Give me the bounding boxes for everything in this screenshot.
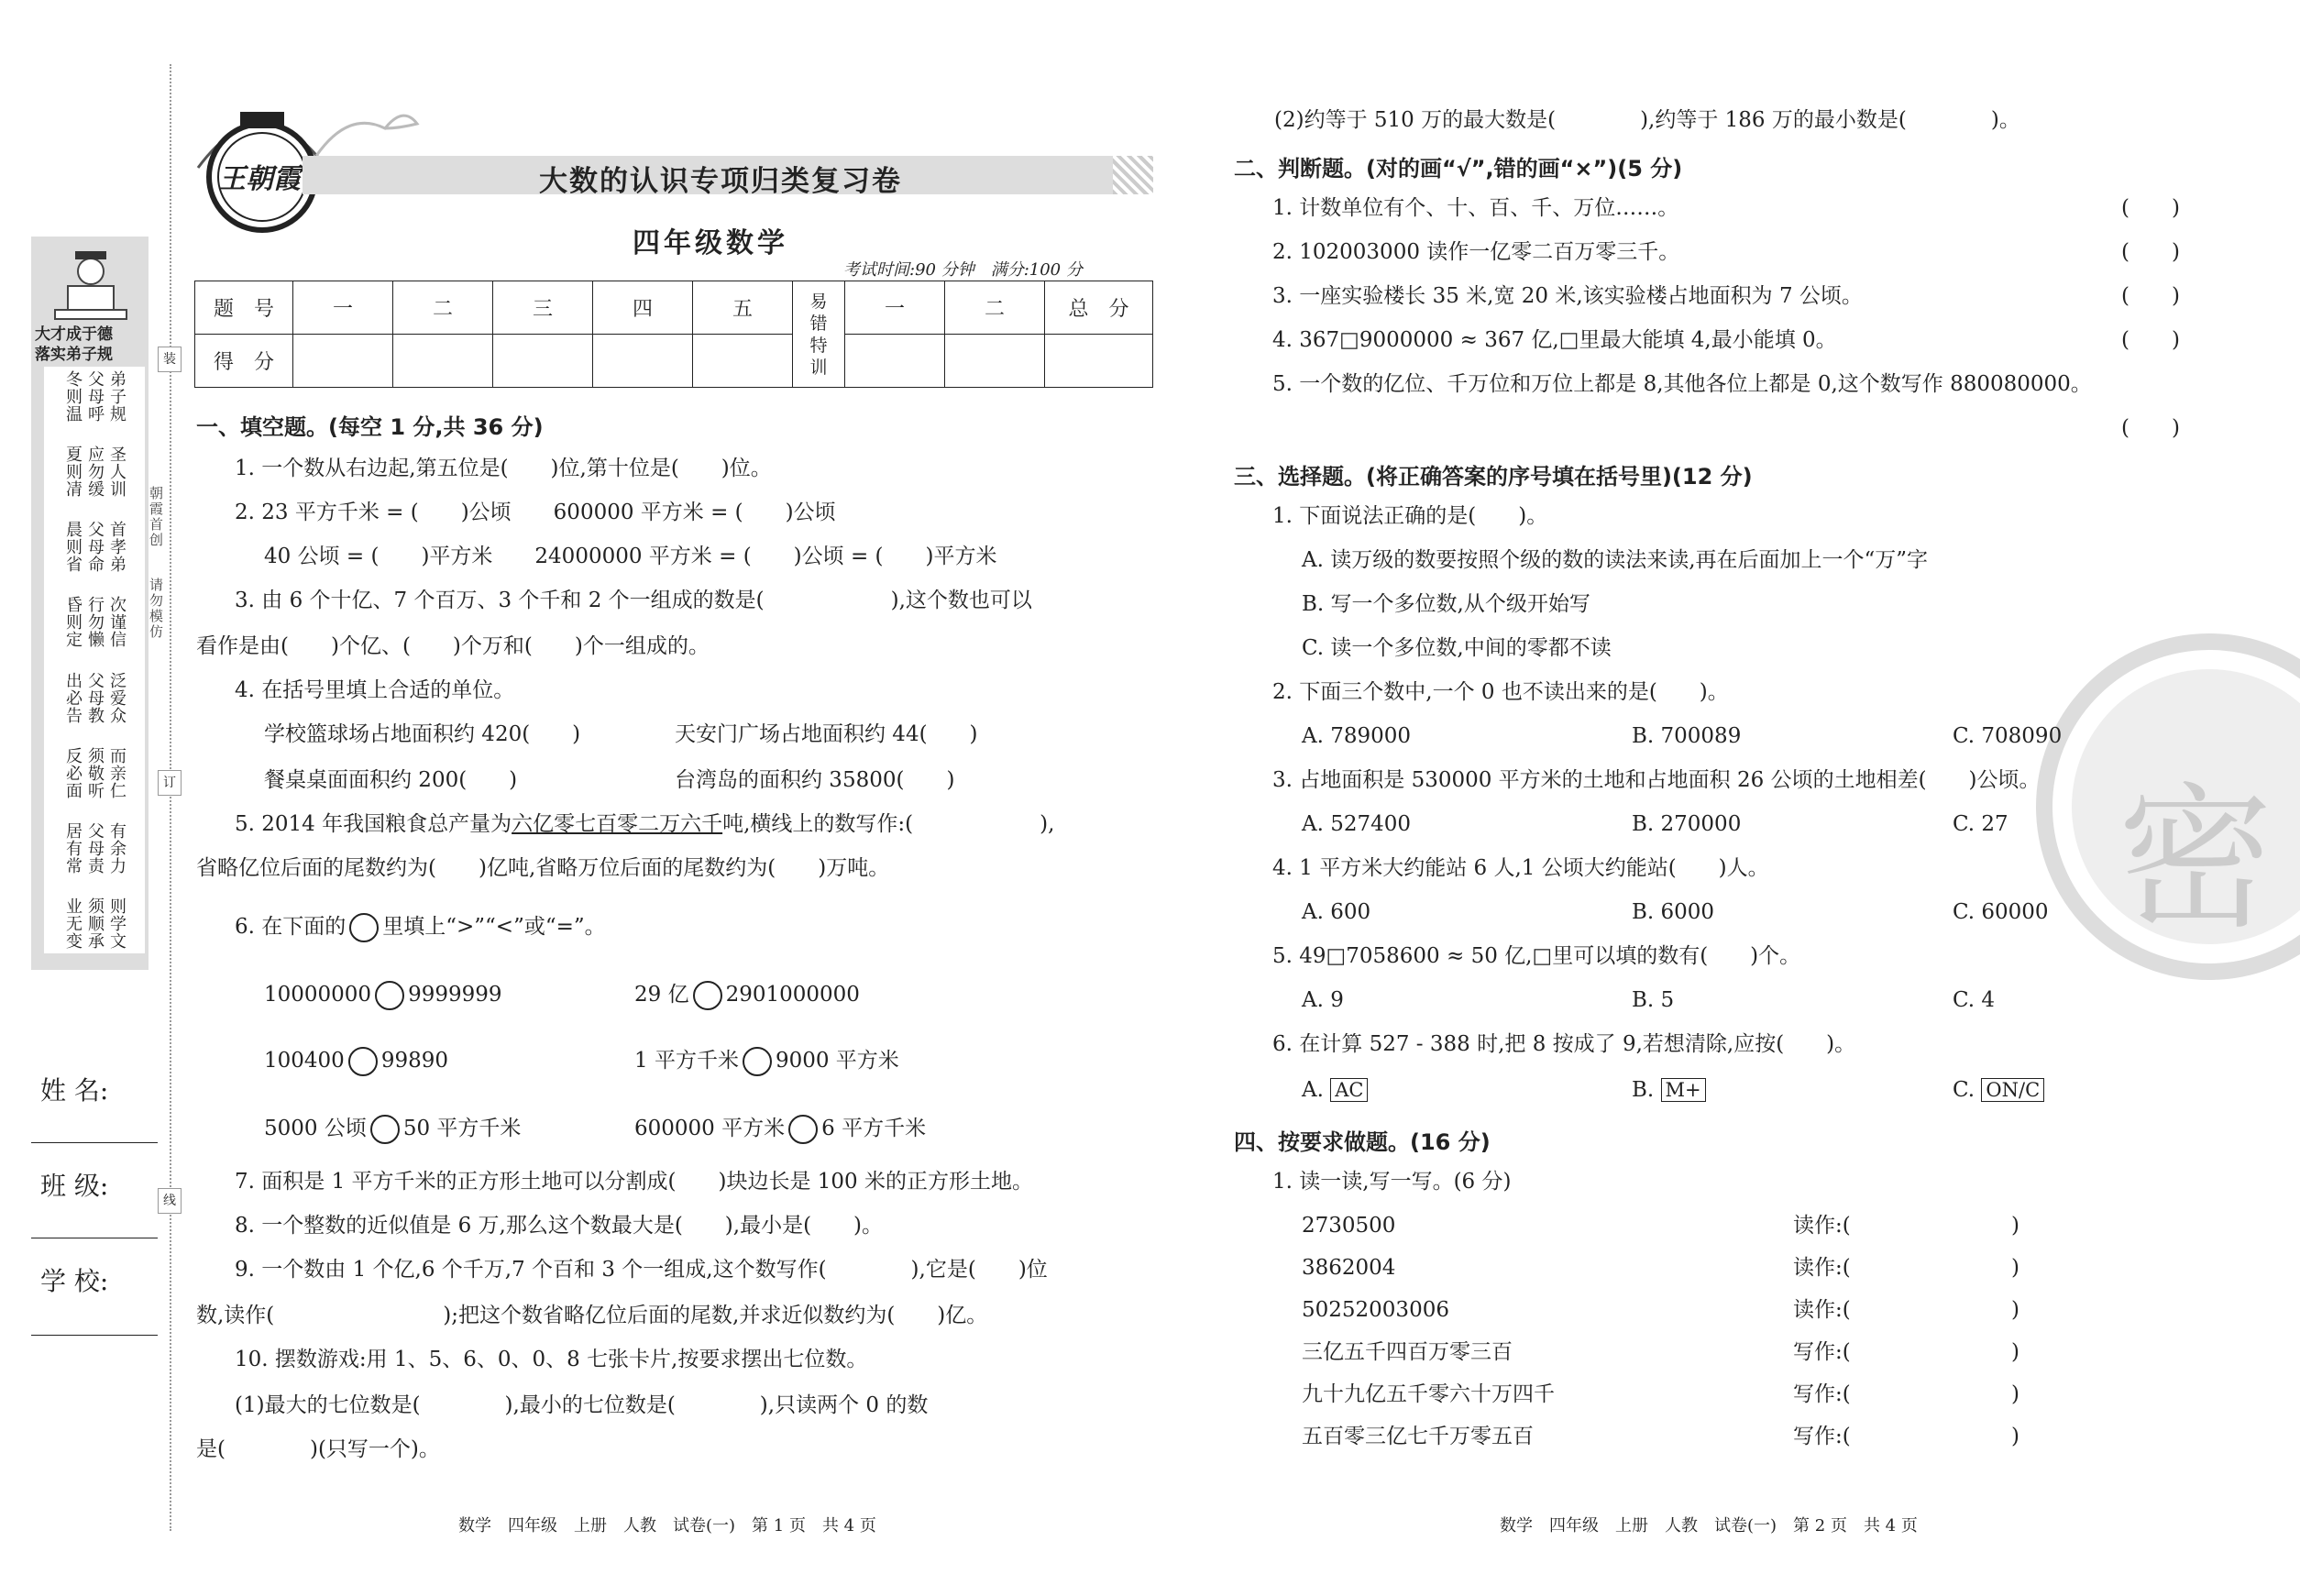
verse: 反必面 bbox=[63, 746, 83, 799]
verse: 泛爱众 bbox=[107, 671, 127, 724]
rw-close: ) bbox=[2011, 1256, 2019, 1280]
question-line: 5. 49□7058600 ≈ 50 亿,□里可以填的数有( )个。 bbox=[1272, 944, 1801, 968]
text-fragment: 29 亿 bbox=[634, 983, 689, 1007]
rw-close: ) bbox=[2011, 1214, 2019, 1238]
rw-close: ) bbox=[2011, 1382, 2019, 1406]
text-fragment: 5. 2014 年我国粮食总产量为 bbox=[235, 812, 512, 836]
rw-label: 写作:( bbox=[1793, 1382, 1851, 1406]
question-line: 1. 下面说法正确的是( )。 bbox=[1272, 504, 1548, 528]
question-line bbox=[235, 810, 1054, 838]
judge-item: 3. 一座实验楼长 35 米,宽 20 米,该实验楼占地面积为 7 公顷。 bbox=[1272, 284, 1863, 308]
page-footer: 数学 四年级 上册 人教 试卷(一) 第 2 页 共 4 页 bbox=[1500, 1516, 1918, 1535]
verse-row bbox=[44, 897, 145, 950]
special-label: 易错特训 bbox=[809, 291, 828, 378]
copyright-note: 请勿模仿 bbox=[148, 578, 164, 640]
score-cell[interactable] bbox=[693, 335, 793, 388]
verse-row bbox=[44, 521, 145, 573]
judge-item: 5. 一个数的亿位、千万位和万位上都是 8,其他各位上都是 0,这个数写作 880080000。 bbox=[1272, 372, 2092, 396]
text-fragment: 吨,横线上的数写作:( ), bbox=[722, 812, 1055, 836]
calculator-key-ac: AC bbox=[1330, 1078, 1368, 1102]
verse-row bbox=[44, 370, 145, 423]
question-line: 40 公顷 = ( )平方米 24000000 平方米 = ( )公顷 = ( )平方米 bbox=[264, 545, 997, 568]
text-fragment: 5000 公顷 bbox=[264, 1117, 367, 1140]
binding-dotted-line bbox=[170, 64, 171, 1531]
rw-item: 三亿五千四百万零三百 bbox=[1302, 1340, 1513, 1364]
score-cell[interactable] bbox=[393, 335, 493, 388]
judge-item: 2. 102003000 读作一亿零二百万零三千。 bbox=[1272, 240, 1680, 264]
question-line: 1. 一个数从右边起,第五位是( )位,第十位是( )位。 bbox=[235, 457, 772, 480]
table-header-cell: 三 bbox=[493, 281, 593, 335]
verse: 父母呼 bbox=[85, 370, 105, 423]
calculator-key-mplus: M+ bbox=[1661, 1078, 1706, 1102]
score-cell[interactable] bbox=[493, 335, 593, 388]
option: A. 9 bbox=[1302, 988, 1344, 1012]
rw-close: ) bbox=[2011, 1425, 2019, 1448]
table-header-cell: 二 bbox=[393, 281, 493, 335]
text-fragment: 99890 bbox=[380, 1049, 448, 1073]
section-heading: 二、判断题。(对的画“√”,错的画“×”)(5 分) bbox=[1234, 156, 1683, 182]
score-cell[interactable] bbox=[845, 335, 945, 388]
option bbox=[1302, 1076, 1368, 1104]
option-label: A. bbox=[1302, 1078, 1324, 1102]
verse: 父母教 bbox=[85, 671, 105, 724]
score-cell[interactable] bbox=[945, 335, 1045, 388]
verse: 父母责 bbox=[85, 821, 105, 875]
answer-paren[interactable]: ( ) bbox=[2121, 416, 2180, 440]
answer-paren[interactable]: ( ) bbox=[2121, 196, 2180, 220]
sidebar-motto-line: 大才成于德 bbox=[35, 325, 113, 344]
text-fragment: 9999999 bbox=[408, 983, 502, 1007]
table-header-cell: 得 分 bbox=[195, 335, 293, 388]
rw-item: 3862004 bbox=[1302, 1256, 1396, 1280]
compare-item bbox=[264, 1047, 448, 1076]
option: C. 4 bbox=[1953, 988, 1996, 1012]
verse: 出必告 bbox=[63, 671, 83, 724]
answer-paren[interactable]: ( ) bbox=[2121, 284, 2180, 308]
question-line: 省略亿位后面的尾数约为( )亿吨,省略万位后面的尾数约为( )万吨。 bbox=[196, 856, 890, 880]
judge-item: 4. 367□9000000 ≈ 367 亿,□里最大能填 4,最小能填 0。 bbox=[1272, 328, 1837, 352]
rw-close: ) bbox=[2011, 1298, 2019, 1322]
verse: 须敬听 bbox=[85, 746, 105, 799]
text-fragment: 里填上“>”“<”或“=”。 bbox=[382, 915, 606, 939]
rw-item: 九十九亿五千零六十万四千 bbox=[1302, 1382, 1555, 1406]
option: C. 读一个多位数,中间的零都不读 bbox=[1302, 636, 1612, 660]
question-line: 是( )(只写一个)。 bbox=[196, 1437, 440, 1461]
table-header-cell: 二 bbox=[945, 281, 1045, 335]
table-header-cell: 五 bbox=[693, 281, 793, 335]
sidebar-verses bbox=[44, 367, 145, 953]
name-field[interactable] bbox=[31, 1142, 158, 1143]
question-line: 10. 摆数游戏:用 1、5、6、0、0、8 七张卡片,按要求摆出七位数。 bbox=[235, 1348, 868, 1371]
option: C. 60000 bbox=[1953, 900, 2049, 924]
compare-circle[interactable] bbox=[743, 1047, 772, 1076]
question-line: 3. 占地面积是 530000 平方米的土地和占地面积 26 公顷的土地相差( )公顷。 bbox=[1272, 768, 2041, 792]
option: B. 6000 bbox=[1632, 900, 1715, 924]
rw-label: 写作:( bbox=[1793, 1425, 1851, 1448]
text-fragment: 1 平方千米 bbox=[634, 1049, 739, 1073]
rw-item: 2730500 bbox=[1302, 1214, 1396, 1238]
score-cell[interactable] bbox=[1045, 335, 1153, 388]
question-line: 台湾岛的面积约 35800( ) bbox=[675, 768, 955, 792]
score-cell[interactable] bbox=[593, 335, 693, 388]
school-field[interactable] bbox=[31, 1335, 158, 1336]
question-line: 2. 23 平方千米 = ( )公顷 600000 平方米 = ( )公顷 bbox=[235, 501, 836, 524]
compare-circle-icon bbox=[349, 913, 379, 942]
verse-row bbox=[44, 747, 145, 799]
question-line: 6. 在计算 527 - 388 时,把 8 按成了 9,若想清除,应按( )。 bbox=[1272, 1032, 1856, 1056]
rw-label: 写作:( bbox=[1793, 1340, 1851, 1364]
option-label: C. bbox=[1953, 1078, 1975, 1102]
exam-info: 考试时间:90 分钟 满分:100 分 bbox=[843, 260, 1083, 280]
score-table bbox=[194, 281, 1153, 388]
stamp-text: 密 bbox=[2118, 769, 2274, 951]
answer-paren[interactable]: ( ) bbox=[2121, 328, 2180, 352]
option: B. 270000 bbox=[1632, 812, 1742, 836]
compare-circle[interactable] bbox=[348, 1047, 378, 1076]
text-fragment: 6. 在下面的 bbox=[235, 915, 347, 939]
compare-circle[interactable] bbox=[375, 981, 404, 1010]
verse-row bbox=[44, 596, 145, 648]
text-fragment: 600000 平方米 bbox=[634, 1117, 786, 1140]
verse: 应勿缓 bbox=[85, 446, 105, 499]
binding-tag: 订 bbox=[158, 770, 182, 796]
copyright-note: 朝霞首创 bbox=[148, 486, 164, 548]
question-line: 7. 面积是 1 平方千米的正方形土地可以分割成( )块边长是 100 米的正方形土地。 bbox=[235, 1170, 1033, 1194]
question-line: 看作是由( )个亿、( )个万和( )个一组成的。 bbox=[196, 634, 710, 658]
option bbox=[1632, 1076, 1706, 1104]
table-header-cell: 一 bbox=[845, 281, 945, 335]
verse: 业无变 bbox=[63, 897, 83, 950]
table-header-cell bbox=[793, 281, 845, 388]
scholar-illustration-icon bbox=[48, 246, 135, 328]
compare-item bbox=[634, 981, 860, 1010]
underlined-number: 六亿零七百零二万六千 bbox=[512, 812, 723, 836]
page-title: 大数的认识专项归类复习卷 bbox=[539, 165, 902, 198]
question-line: 1. 读一读,写一写。(6 分) bbox=[1272, 1170, 1512, 1194]
logo-text: 王朝霞 bbox=[218, 163, 301, 195]
title-band-pattern bbox=[1113, 156, 1153, 194]
question-line: 天安门广场占地面积约 44( ) bbox=[675, 722, 978, 746]
verse-row bbox=[44, 822, 145, 875]
page-footer: 数学 四年级 上册 人教 试卷(一) 第 1 页 共 4 页 bbox=[458, 1516, 876, 1535]
compare-item bbox=[634, 1115, 926, 1144]
question-line: 数,读作( );把这个数省略亿位后面的尾数,并求近似数约为( )亿。 bbox=[196, 1304, 988, 1327]
verse: 次谨信 bbox=[107, 596, 127, 649]
sidebar-motto-line: 落实弟子规 bbox=[35, 346, 113, 364]
verse: 首孝弟 bbox=[107, 521, 127, 574]
verse: 冬则温 bbox=[63, 370, 83, 423]
option: B. 写一个多位数,从个级开始写 bbox=[1302, 592, 1590, 616]
question-line: 餐桌桌面面积约 200( ) bbox=[264, 768, 518, 792]
section-heading: 四、按要求做题。(16 分) bbox=[1234, 1129, 1491, 1155]
option: A. 789000 bbox=[1302, 724, 1412, 748]
rw-close: ) bbox=[2011, 1340, 2019, 1364]
question-line: (2)约等于 510 万的最大数是( ),约等于 186 万的最小数是( )。 bbox=[1274, 108, 2020, 132]
name-label: 姓 名: bbox=[40, 1075, 109, 1106]
verse: 行勿懒 bbox=[85, 596, 105, 649]
compare-circle[interactable] bbox=[788, 1115, 818, 1144]
option: A. 527400 bbox=[1302, 812, 1412, 836]
class-label: 班 级: bbox=[40, 1171, 109, 1201]
question-line: 3. 由 6 个十亿、7 个百万、3 个千和 2 个一组成的数是( ),这个数也可以 bbox=[235, 589, 1032, 612]
table-header-cell: 总 分 bbox=[1045, 281, 1153, 335]
question-line: 4. 在括号里填上合适的单位。 bbox=[235, 678, 515, 702]
score-cell[interactable] bbox=[293, 335, 393, 388]
verse: 昏则定 bbox=[63, 596, 83, 649]
verse: 圣人训 bbox=[107, 446, 127, 499]
question-line: 学校篮球场占地面积约 420( ) bbox=[264, 722, 581, 746]
option: B. 700089 bbox=[1632, 724, 1742, 748]
section-heading: 三、选择题。(将正确答案的序号填在括号里)(12 分) bbox=[1234, 464, 1753, 490]
rw-label: 读作:( bbox=[1793, 1214, 1851, 1238]
text-fragment: 9000 平方米 bbox=[775, 1049, 899, 1073]
text-fragment: 100400 bbox=[264, 1049, 345, 1073]
rw-item: 五百零三亿七千万零五百 bbox=[1302, 1425, 1534, 1448]
table-header-cell: 一 bbox=[293, 281, 393, 335]
compare-circle[interactable] bbox=[370, 1115, 400, 1144]
option: C. 708090 bbox=[1953, 724, 2063, 748]
verse: 夏则凊 bbox=[63, 446, 83, 499]
verse: 弟子规 bbox=[107, 370, 127, 423]
verse-row bbox=[44, 672, 145, 724]
option: B. 5 bbox=[1632, 988, 1675, 1012]
text-fragment: 10000000 bbox=[264, 983, 372, 1007]
question-line: 2. 下面三个数中,一个 0 也不读出来的是( )。 bbox=[1272, 680, 1729, 704]
option-label: B. bbox=[1632, 1078, 1655, 1102]
subject-title: 四年级数学 bbox=[633, 227, 788, 259]
option: A. 读万级的数要按照个级的数的读法来读,再在后面加上一个“万”字 bbox=[1302, 548, 1929, 572]
text-fragment: 2901000000 bbox=[725, 983, 860, 1007]
verse: 晨则省 bbox=[63, 521, 83, 574]
verse: 须顺承 bbox=[85, 897, 105, 950]
compare-item bbox=[634, 1047, 899, 1076]
compare-item bbox=[264, 981, 502, 1010]
verse: 则学文 bbox=[107, 897, 127, 950]
rw-label: 读作:( bbox=[1793, 1256, 1851, 1280]
answer-paren[interactable]: ( ) bbox=[2121, 240, 2180, 264]
section-heading: 一、填空题。(每空 1 分,共 36 分) bbox=[196, 414, 544, 440]
question-line: 9. 一个数由 1 个亿,6 个千万,7 个百和 3 个一组成,这个数写作( ),它是( )位 bbox=[235, 1258, 1048, 1282]
question-line: (1)最大的七位数是( ),最小的七位数是( ),只读两个 0 的数 bbox=[235, 1393, 929, 1417]
question-line: 8. 一个整数的近似值是 6 万,那么这个数最大是( ),最小是( )。 bbox=[235, 1214, 884, 1238]
rw-item: 50252003006 bbox=[1302, 1298, 1449, 1322]
table-header-cell: 题 号 bbox=[195, 281, 293, 335]
option: A. 600 bbox=[1302, 900, 1371, 924]
binding-tag: 线 bbox=[158, 1188, 182, 1214]
binding-tag: 装 bbox=[158, 347, 182, 372]
calculator-key-onc: ON/C bbox=[1981, 1078, 2044, 1102]
table-header-cell: 四 bbox=[593, 281, 693, 335]
question-line bbox=[235, 913, 606, 942]
verse: 有余力 bbox=[107, 821, 127, 875]
verse: 而亲仁 bbox=[107, 746, 127, 799]
compare-item bbox=[264, 1115, 521, 1144]
rw-label: 读作:( bbox=[1793, 1298, 1851, 1322]
text-fragment: 6 平方千米 bbox=[821, 1117, 927, 1140]
text-fragment: 50 平方千米 bbox=[402, 1117, 522, 1140]
verse-row bbox=[44, 446, 145, 498]
question-line: 4. 1 平方米大约能站 6 人,1 公顷大约能站( )人。 bbox=[1272, 856, 1769, 880]
verse: 居有常 bbox=[63, 821, 83, 875]
judge-item: 1. 计数单位有个、十、百、千、万位……。 bbox=[1272, 196, 1679, 220]
option bbox=[1953, 1076, 2044, 1104]
verse: 父母命 bbox=[85, 521, 105, 574]
compare-circle[interactable] bbox=[693, 981, 722, 1010]
school-label: 学 校: bbox=[40, 1266, 109, 1296]
option: C. 27 bbox=[1953, 812, 2008, 836]
